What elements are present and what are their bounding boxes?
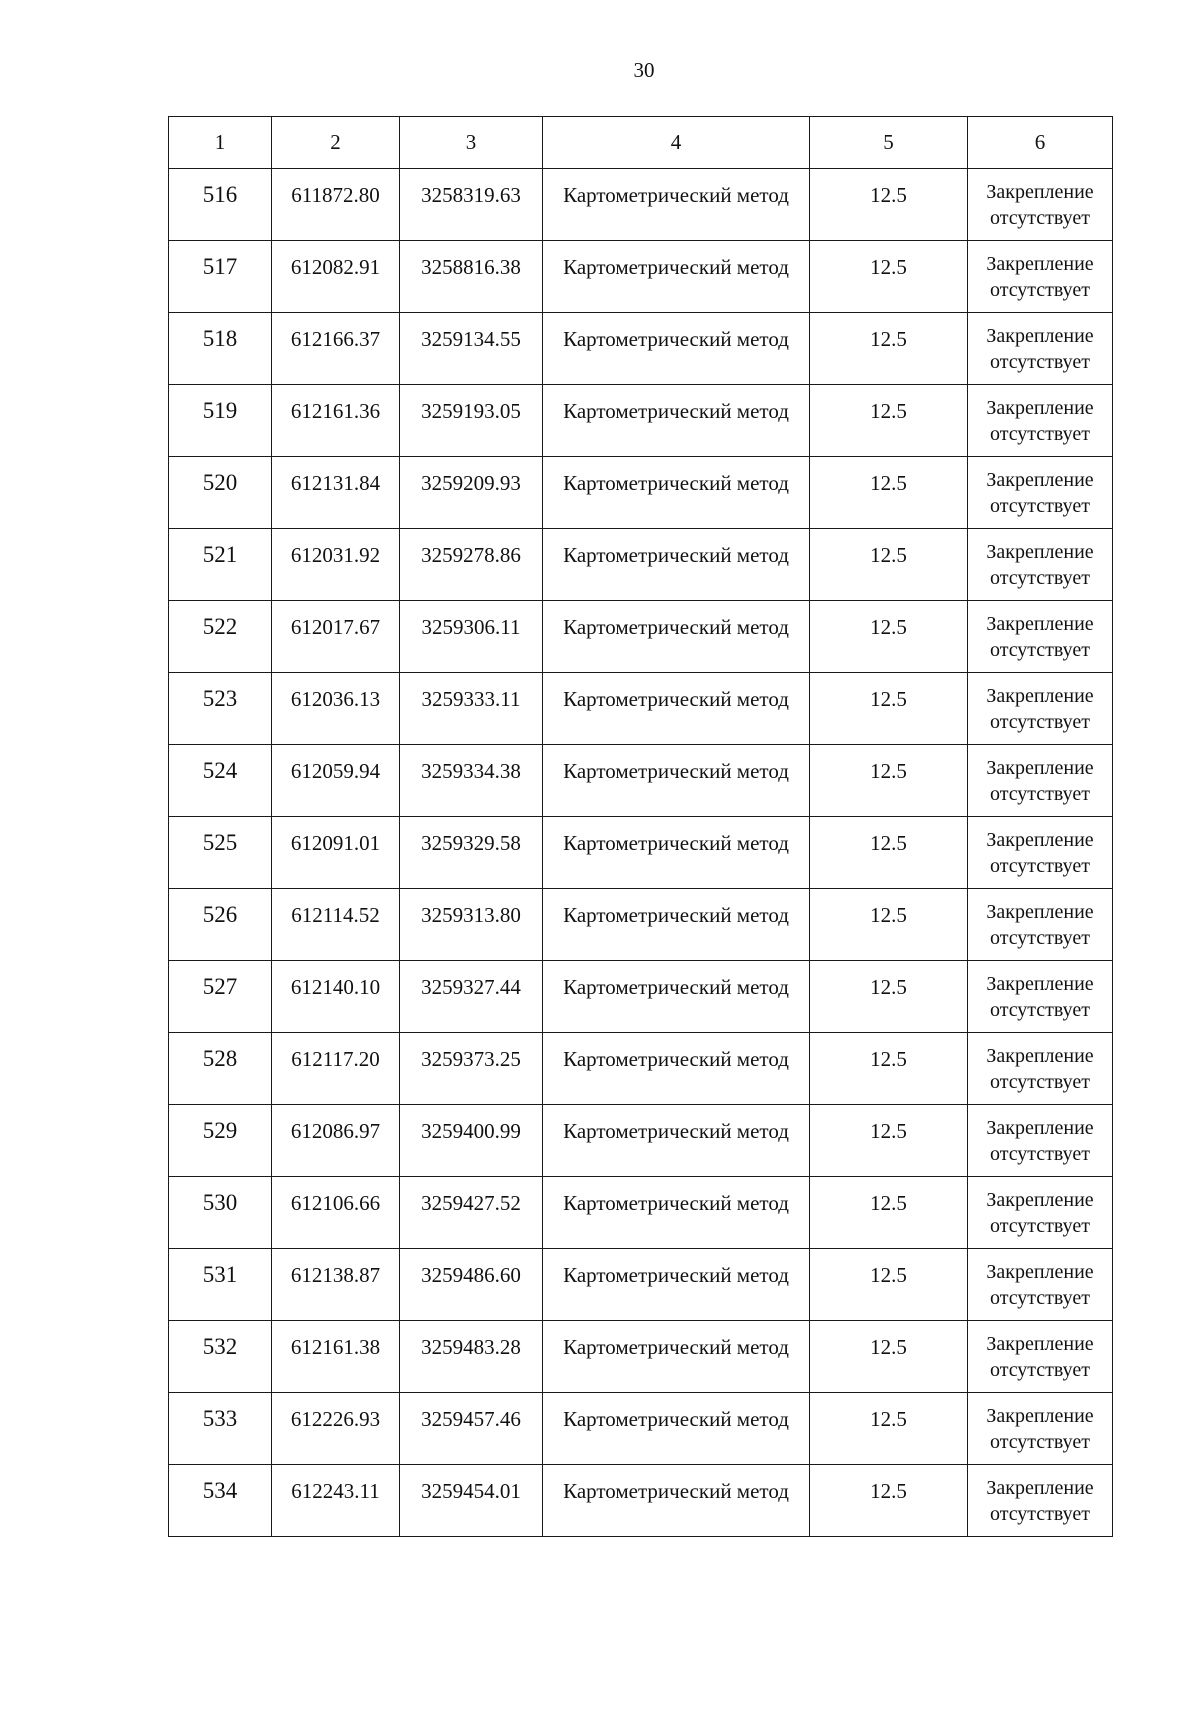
point-number-cell: 518 — [169, 313, 272, 385]
y-coordinate-cell: 3259454.01 — [400, 1465, 543, 1537]
x-coordinate-cell: 612017.67 — [272, 601, 400, 673]
method-cell: Картометрический метод — [543, 1321, 810, 1393]
point-number-cell: 526 — [169, 889, 272, 961]
point-number-cell: 516 — [169, 169, 272, 241]
fixation-line: отсутствует — [989, 1359, 1091, 1381]
x-coordinate-cell: 612082.91 — [272, 241, 400, 313]
accuracy-cell: 12.5 — [810, 961, 968, 1033]
accuracy-cell: 12.5 — [810, 1321, 968, 1393]
fixation-cell — [968, 457, 1113, 529]
point-number-cell: 517 — [169, 241, 272, 313]
table-row — [169, 1393, 1113, 1465]
fixation-line: отсутствует — [989, 1431, 1091, 1453]
y-coordinate-cell: 3258319.63 — [400, 169, 543, 241]
x-coordinate-cell: 612166.37 — [272, 313, 400, 385]
fixation-cell — [968, 313, 1113, 385]
y-coordinate-cell: 3259400.99 — [400, 1105, 543, 1177]
table-row — [169, 889, 1113, 961]
fixation-cell — [968, 1249, 1113, 1321]
fixation-line: Закрепление — [986, 1333, 1094, 1355]
method-cell: Картометрический метод — [543, 313, 810, 385]
table-row — [169, 1033, 1113, 1105]
point-number-cell: 519 — [169, 385, 272, 457]
y-coordinate-cell: 3259373.25 — [400, 1033, 543, 1105]
fixation-line: Закрепление — [986, 181, 1094, 203]
accuracy-cell: 12.5 — [810, 745, 968, 817]
fixation-cell — [968, 1393, 1113, 1465]
x-coordinate-cell: 612161.36 — [272, 385, 400, 457]
fixation-cell — [968, 1177, 1113, 1249]
accuracy-cell: 12.5 — [810, 385, 968, 457]
x-coordinate-cell: 612140.10 — [272, 961, 400, 1033]
fixation-line: Закрепление — [986, 613, 1094, 635]
accuracy-cell: 12.5 — [810, 1249, 968, 1321]
y-coordinate-cell: 3259329.58 — [400, 817, 543, 889]
x-coordinate-cell: 612036.13 — [272, 673, 400, 745]
table-row — [169, 385, 1113, 457]
fixation-cell — [968, 817, 1113, 889]
method-cell: Картометрический метод — [543, 961, 810, 1033]
x-coordinate-cell: 612226.93 — [272, 1393, 400, 1465]
fixation-cell — [968, 1033, 1113, 1105]
fixation-line: отсутствует — [989, 1503, 1091, 1525]
accuracy-cell: 12.5 — [810, 457, 968, 529]
fixation-cell — [968, 961, 1113, 1033]
method-cell: Картометрический метод — [543, 889, 810, 961]
accuracy-cell: 12.5 — [810, 1393, 968, 1465]
y-coordinate-cell: 3258816.38 — [400, 241, 543, 313]
header-col-5: 5 — [810, 117, 968, 169]
header-col-6: 6 — [968, 117, 1113, 169]
method-cell: Картометрический метод — [543, 1393, 810, 1465]
fixation-line: Закрепление — [986, 1189, 1094, 1211]
table-row — [169, 313, 1113, 385]
coordinates-table — [168, 116, 1113, 1537]
method-cell: Картометрический метод — [543, 673, 810, 745]
fixation-line: отсутствует — [989, 567, 1091, 589]
header-col-4: 4 — [543, 117, 810, 169]
fixation-cell — [968, 673, 1113, 745]
method-cell: Картометрический метод — [543, 817, 810, 889]
x-coordinate-cell: 612059.94 — [272, 745, 400, 817]
fixation-line: Закрепление — [986, 685, 1094, 707]
accuracy-cell: 12.5 — [810, 169, 968, 241]
table-row — [169, 1321, 1113, 1393]
point-number-cell: 525 — [169, 817, 272, 889]
method-cell: Картометрический метод — [543, 601, 810, 673]
method-cell: Картометрический метод — [543, 385, 810, 457]
accuracy-cell: 12.5 — [810, 241, 968, 313]
point-number-cell: 531 — [169, 1249, 272, 1321]
x-coordinate-cell: 612161.38 — [272, 1321, 400, 1393]
accuracy-cell: 12.5 — [810, 1033, 968, 1105]
accuracy-cell: 12.5 — [810, 817, 968, 889]
y-coordinate-cell: 3259306.11 — [400, 601, 543, 673]
fixation-line: Закрепление — [986, 757, 1094, 779]
fixation-line: отсутствует — [989, 1143, 1091, 1165]
accuracy-cell: 12.5 — [810, 889, 968, 961]
x-coordinate-cell: 612086.97 — [272, 1105, 400, 1177]
point-number-cell: 533 — [169, 1393, 272, 1465]
fixation-line: отсутствует — [989, 999, 1091, 1021]
table-row — [169, 673, 1113, 745]
accuracy-cell: 12.5 — [810, 1465, 968, 1537]
method-cell: Картометрический метод — [543, 1249, 810, 1321]
y-coordinate-cell: 3259209.93 — [400, 457, 543, 529]
method-cell: Картометрический метод — [543, 169, 810, 241]
fixation-line: Закрепление — [986, 541, 1094, 563]
table-row — [169, 1249, 1113, 1321]
method-cell: Картометрический метод — [543, 1105, 810, 1177]
y-coordinate-cell: 3259427.52 — [400, 1177, 543, 1249]
accuracy-cell: 12.5 — [810, 601, 968, 673]
accuracy-cell: 12.5 — [810, 313, 968, 385]
fixation-line: Закрепление — [986, 829, 1094, 851]
y-coordinate-cell: 3259483.28 — [400, 1321, 543, 1393]
y-coordinate-cell: 3259457.46 — [400, 1393, 543, 1465]
fixation-cell — [968, 1465, 1113, 1537]
x-coordinate-cell: 612091.01 — [272, 817, 400, 889]
y-coordinate-cell: 3259278.86 — [400, 529, 543, 601]
x-coordinate-cell: 612131.84 — [272, 457, 400, 529]
x-coordinate-cell: 611872.80 — [272, 169, 400, 241]
table-row — [169, 169, 1113, 241]
fixation-line: отсутствует — [989, 1071, 1091, 1093]
method-cell: Картометрический метод — [543, 241, 810, 313]
fixation-cell — [968, 529, 1113, 601]
fixation-line: отсутствует — [989, 1287, 1091, 1309]
header-col-2: 2 — [272, 117, 400, 169]
fixation-line: отсутствует — [989, 783, 1091, 805]
method-cell: Картометрический метод — [543, 745, 810, 817]
table-row — [169, 457, 1113, 529]
y-coordinate-cell: 3259327.44 — [400, 961, 543, 1033]
header-col-3: 3 — [400, 117, 543, 169]
point-number-cell: 520 — [169, 457, 272, 529]
fixation-line: Закрепление — [986, 1477, 1094, 1499]
x-coordinate-cell: 612031.92 — [272, 529, 400, 601]
accuracy-cell: 12.5 — [810, 529, 968, 601]
x-coordinate-cell: 612138.87 — [272, 1249, 400, 1321]
table-row — [169, 1105, 1113, 1177]
fixation-line: Закрепление — [986, 1405, 1094, 1427]
table-row — [169, 817, 1113, 889]
point-number-cell: 524 — [169, 745, 272, 817]
table-row — [169, 1465, 1113, 1537]
point-number-cell: 522 — [169, 601, 272, 673]
fixation-line: Закрепление — [986, 397, 1094, 419]
table-row — [169, 601, 1113, 673]
x-coordinate-cell: 612106.66 — [272, 1177, 400, 1249]
fixation-line: отсутствует — [989, 927, 1091, 949]
fixation-line: Закрепление — [986, 1045, 1094, 1067]
fixation-line: отсутствует — [989, 351, 1091, 373]
fixation-line: отсутствует — [989, 639, 1091, 661]
fixation-cell — [968, 745, 1113, 817]
method-cell: Картометрический метод — [543, 1033, 810, 1105]
accuracy-cell: 12.5 — [810, 1177, 968, 1249]
point-number-cell: 528 — [169, 1033, 272, 1105]
fixation-line: Закрепление — [986, 469, 1094, 491]
y-coordinate-cell: 3259193.05 — [400, 385, 543, 457]
table-row — [169, 241, 1113, 313]
table-row — [169, 529, 1113, 601]
point-number-cell: 527 — [169, 961, 272, 1033]
table-body — [169, 169, 1113, 1537]
fixation-cell — [968, 385, 1113, 457]
point-number-cell: 534 — [169, 1465, 272, 1537]
fixation-line: отсутствует — [989, 711, 1091, 733]
point-number-cell: 530 — [169, 1177, 272, 1249]
fixation-line: отсутствует — [989, 207, 1091, 229]
table-row — [169, 961, 1113, 1033]
y-coordinate-cell: 3259334.38 — [400, 745, 543, 817]
table-row — [169, 1177, 1113, 1249]
page-number: 30 — [633, 58, 655, 82]
fixation-line: Закрепление — [986, 1261, 1094, 1283]
method-cell: Картометрический метод — [543, 529, 810, 601]
fixation-line: отсутствует — [989, 279, 1091, 301]
fixation-line: Закрепление — [986, 901, 1094, 923]
x-coordinate-cell: 612117.20 — [272, 1033, 400, 1105]
method-cell: Картометрический метод — [543, 457, 810, 529]
method-cell: Картометрический метод — [543, 1465, 810, 1537]
method-cell: Картометрический метод — [543, 1177, 810, 1249]
table-header — [169, 117, 1113, 169]
fixation-line: отсутствует — [989, 495, 1091, 517]
fixation-cell — [968, 889, 1113, 961]
fixation-cell — [968, 241, 1113, 313]
fixation-line: Закрепление — [986, 973, 1094, 995]
accuracy-cell: 12.5 — [810, 1105, 968, 1177]
header-col-1: 1 — [169, 117, 272, 169]
point-number-cell: 523 — [169, 673, 272, 745]
fixation-line: отсутствует — [989, 423, 1091, 445]
fixation-line: Закрепление — [986, 253, 1094, 275]
x-coordinate-cell: 612114.52 — [272, 889, 400, 961]
fixation-line: Закрепление — [986, 1117, 1094, 1139]
fixation-line: отсутствует — [989, 1215, 1091, 1237]
fixation-cell — [968, 169, 1113, 241]
y-coordinate-cell: 3259486.60 — [400, 1249, 543, 1321]
y-coordinate-cell: 3259313.80 — [400, 889, 543, 961]
table-row — [169, 745, 1113, 817]
y-coordinate-cell: 3259333.11 — [400, 673, 543, 745]
point-number-cell: 529 — [169, 1105, 272, 1177]
x-coordinate-cell: 612243.11 — [272, 1465, 400, 1537]
header-row — [169, 117, 1113, 169]
point-number-cell: 521 — [169, 529, 272, 601]
fixation-line: Закрепление — [986, 325, 1094, 347]
y-coordinate-cell: 3259134.55 — [400, 313, 543, 385]
fixation-line: отсутствует — [989, 855, 1091, 877]
fixation-cell — [968, 1105, 1113, 1177]
accuracy-cell: 12.5 — [810, 673, 968, 745]
fixation-cell — [968, 601, 1113, 673]
fixation-cell — [968, 1321, 1113, 1393]
point-number-cell: 532 — [169, 1321, 272, 1393]
